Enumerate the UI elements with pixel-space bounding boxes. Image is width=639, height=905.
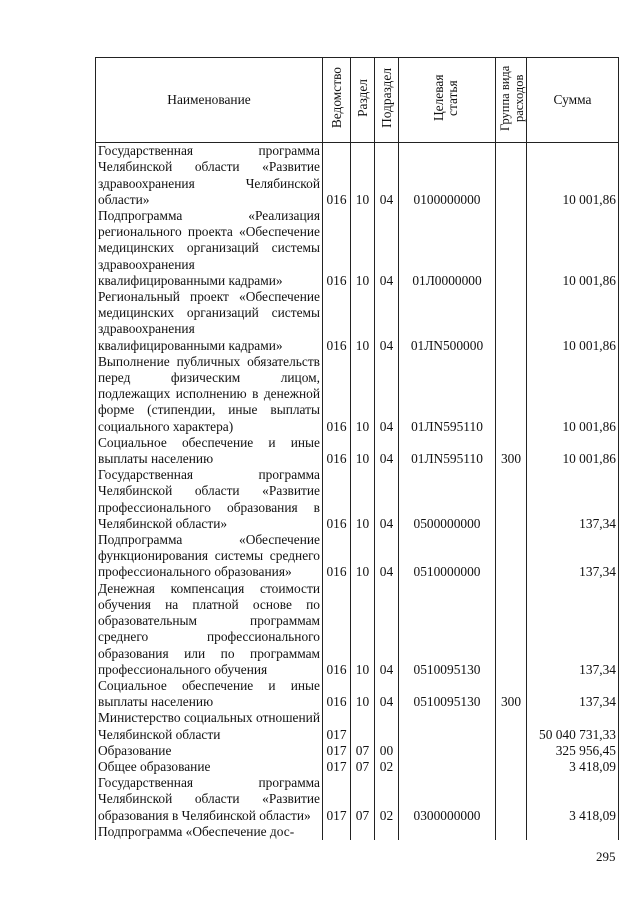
row-group: 300 xyxy=(496,435,527,467)
row-target xyxy=(399,824,496,840)
row-section: 10 xyxy=(351,354,375,435)
row-name: Социальное обеспечение и иные выплаты населению xyxy=(96,678,323,710)
row-subsection: 04 xyxy=(375,289,399,354)
row-section: 10 xyxy=(351,289,375,354)
row-sum: 3 418,09 xyxy=(527,759,619,775)
row-sum: 50 040 731,33 xyxy=(527,710,619,742)
table-row xyxy=(96,581,619,678)
row-section xyxy=(351,710,375,742)
row-group xyxy=(496,289,527,354)
row-section: 10 xyxy=(351,678,375,710)
row-ministry: 017 xyxy=(323,743,351,759)
row-target: 0510095130 xyxy=(399,678,496,710)
row-sum: 3 418,09 xyxy=(527,775,619,824)
row-target: 0510095130 xyxy=(399,581,496,678)
row-name: Подпрограмма «Обеспечение функционирования системы среднего профессионального образования» xyxy=(96,532,323,581)
row-subsection: 00 xyxy=(375,743,399,759)
header-name: Наименование xyxy=(96,58,323,143)
table-row xyxy=(96,710,619,742)
row-name: Министерство социальных отношений Челябинской области xyxy=(96,710,323,742)
row-sum: 137,34 xyxy=(527,532,619,581)
row-sum: 10 001,86 xyxy=(527,289,619,354)
row-target xyxy=(399,743,496,759)
row-group xyxy=(496,467,527,532)
row-subsection: 04 xyxy=(375,208,399,289)
row-group xyxy=(496,743,527,759)
table-row xyxy=(96,532,619,581)
table-row xyxy=(96,759,619,775)
table-row xyxy=(96,678,619,710)
row-name: Образование xyxy=(96,743,323,759)
table-row xyxy=(96,143,619,208)
row-ministry: 016 xyxy=(323,581,351,678)
row-target: 01ЛN595110 xyxy=(399,435,496,467)
row-sum: 10 001,86 xyxy=(527,143,619,208)
row-sum: 10 001,86 xyxy=(527,435,619,467)
row-target: 0500000000 xyxy=(399,467,496,532)
row-section: 10 xyxy=(351,208,375,289)
row-ministry: 017 xyxy=(323,759,351,775)
row-sum: 137,34 xyxy=(527,678,619,710)
row-ministry: 016 xyxy=(323,678,351,710)
row-target: 0510000000 xyxy=(399,532,496,581)
table-row xyxy=(96,435,619,467)
header-ministry: Ведомство xyxy=(328,67,344,129)
row-ministry: 016 xyxy=(323,208,351,289)
table-row xyxy=(96,208,619,289)
row-subsection: 04 xyxy=(375,467,399,532)
row-group xyxy=(496,208,527,289)
row-sum xyxy=(527,824,619,840)
header-section: Раздел xyxy=(354,79,370,117)
row-target: 01ЛN500000 xyxy=(399,289,496,354)
row-ministry: 016 xyxy=(323,143,351,208)
row-section: 07 xyxy=(351,775,375,824)
row-name: Общее образование xyxy=(96,759,323,775)
row-ministry: 017 xyxy=(323,775,351,824)
row-subsection: 04 xyxy=(375,678,399,710)
row-name: Региональный проект «Обеспечение медицинских организаций системы здравоохранения квалифицированными кадрами» xyxy=(96,289,323,354)
table-row xyxy=(96,743,619,759)
row-group xyxy=(496,532,527,581)
row-name: Государственная программа Челябинской области «Развитие профессионального образования в Челябинской области» xyxy=(96,467,323,532)
row-subsection: 04 xyxy=(375,532,399,581)
page-number: 295 xyxy=(596,849,616,864)
row-group xyxy=(496,710,527,742)
row-group xyxy=(496,581,527,678)
row-section xyxy=(351,824,375,840)
row-target: 0100000000 xyxy=(399,143,496,208)
row-section: 10 xyxy=(351,467,375,532)
row-name: Социальное обеспечение и иные выплаты населению xyxy=(96,435,323,467)
row-sum: 10 001,86 xyxy=(527,354,619,435)
row-name: Государственная программа Челябинской области «Развитие здравоохранения Челябинской области» xyxy=(96,143,323,208)
row-group: 300 xyxy=(496,678,527,710)
row-target: 01ЛN595110 xyxy=(399,354,496,435)
row-group xyxy=(496,143,527,208)
table-row xyxy=(96,467,619,532)
row-name: Подпрограмма «Обеспечение дос- xyxy=(96,824,323,840)
row-section: 10 xyxy=(351,143,375,208)
header-subsection: Подраздел xyxy=(378,68,394,128)
budget-table xyxy=(95,57,619,840)
row-subsection: 04 xyxy=(375,143,399,208)
row-section: 10 xyxy=(351,581,375,678)
row-subsection: 02 xyxy=(375,759,399,775)
row-subsection: 04 xyxy=(375,435,399,467)
row-subsection: 04 xyxy=(375,354,399,435)
row-subsection: 04 xyxy=(375,581,399,678)
row-section: 07 xyxy=(351,743,375,759)
row-sum: 137,34 xyxy=(527,467,619,532)
row-subsection xyxy=(375,824,399,840)
table-row xyxy=(96,289,619,354)
row-section: 07 xyxy=(351,759,375,775)
row-group xyxy=(496,759,527,775)
row-group xyxy=(496,775,527,824)
row-ministry: 016 xyxy=(323,532,351,581)
table-row xyxy=(96,354,619,435)
table-row xyxy=(96,824,619,840)
row-group xyxy=(496,824,527,840)
header-target: Целевая статья xyxy=(431,74,460,122)
row-name: Выполнение публичных обязательств перед физическим лицом, подлежащих исполнению в денежной форме (стипендии, иные выплаты социального характера) xyxy=(96,354,323,435)
row-ministry: 016 xyxy=(323,435,351,467)
row-ministry: 017 xyxy=(323,710,351,742)
row-subsection: 02 xyxy=(375,775,399,824)
row-group xyxy=(496,354,527,435)
header-group: Группа вида расходов xyxy=(498,65,526,131)
row-target xyxy=(399,759,496,775)
row-target: 01Л0000000 xyxy=(399,208,496,289)
header-sum: Сумма xyxy=(527,58,619,143)
table-row xyxy=(96,775,619,824)
row-ministry: 016 xyxy=(323,289,351,354)
row-name: Государственная программа Челябинской области «Развитие образования в Челябинской области» xyxy=(96,775,323,824)
row-target xyxy=(399,710,496,742)
row-sum: 325 956,45 xyxy=(527,743,619,759)
table-header-row xyxy=(96,58,619,143)
row-ministry: 016 xyxy=(323,467,351,532)
row-target: 0300000000 xyxy=(399,775,496,824)
row-section: 10 xyxy=(351,435,375,467)
row-section: 10 xyxy=(351,532,375,581)
row-ministry: 016 xyxy=(323,354,351,435)
row-sum: 137,34 xyxy=(527,581,619,678)
row-name: Подпрограмма «Реализация регионального проекта «Обеспечение медицинских организаций системы здравоохранения квалифицированными кадрами» xyxy=(96,208,323,289)
row-subsection xyxy=(375,710,399,742)
row-sum: 10 001,86 xyxy=(527,208,619,289)
row-ministry xyxy=(323,824,351,840)
row-name: Денежная компенсация стоимости обучения на платной основе по образовательным программам среднего профессионального образования или по программам профессионального обучения xyxy=(96,581,323,678)
